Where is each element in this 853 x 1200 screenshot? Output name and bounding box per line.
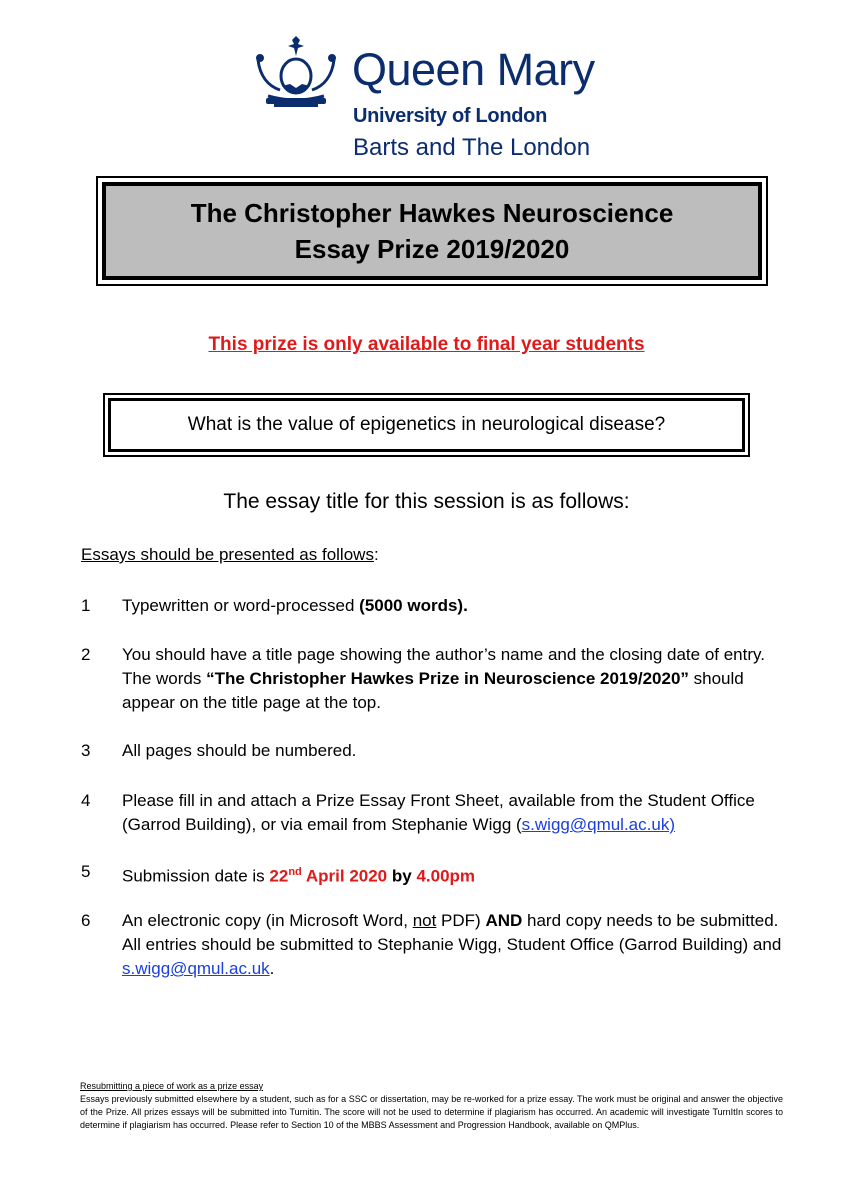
footnote-title: Resubmitting a piece of work as a prize essay bbox=[80, 1081, 264, 1091]
and-word: AND bbox=[485, 911, 523, 930]
item-text-part: PDF) bbox=[436, 911, 486, 930]
item-text bbox=[122, 643, 782, 715]
required-title-words: “The Christopher Hawkes Prize in Neuroscience 2019/2020” bbox=[206, 669, 689, 688]
faculty-name: Barts and The London bbox=[353, 134, 591, 161]
item-text-part: should appear on the title page at the top. bbox=[122, 669, 744, 712]
item-text bbox=[122, 594, 782, 618]
email-link[interactable]: s.wigg@qmul.ac.uk bbox=[122, 959, 270, 978]
item-text bbox=[122, 789, 782, 837]
item-text-part: Typewritten or word-processed bbox=[122, 596, 360, 615]
not-word: not bbox=[412, 911, 437, 930]
presentation-heading-text: Essays should be presented as follows bbox=[81, 545, 374, 564]
submission-day: 22 bbox=[269, 866, 289, 886]
item-text-part: . bbox=[269, 959, 275, 978]
submission-time: 4.00pm bbox=[416, 866, 476, 886]
title-box bbox=[96, 176, 768, 286]
item-text-part: You should have a title page showing the author’s name and the closing date of entry. The words bbox=[122, 645, 765, 688]
submission-day-suffix: nd bbox=[288, 866, 302, 878]
university-logo bbox=[252, 36, 612, 166]
item-number: 4 bbox=[81, 791, 91, 810]
email-link[interactable]: s.wigg@qmul.ac.uk) bbox=[521, 815, 675, 834]
title-line-2: Essay Prize 2019/2020 bbox=[294, 234, 570, 264]
item-text-part: hard copy needs to be submitted. All entries should be submitted to Stephanie Wigg, Student Office (Garrod Building) and bbox=[122, 911, 782, 954]
item-text-part: Please fill in and attach a Prize Essay Front Sheet, available from the Student Office (Garrod Building), or via email from Stephanie Wigg ( bbox=[122, 791, 755, 834]
title-box-inner bbox=[102, 182, 762, 280]
essay-question: What is the value of epigenetics in neurological disease? bbox=[108, 398, 745, 452]
title-line-1: The Christopher Hawkes Neuroscience bbox=[190, 198, 674, 228]
submission-date: April 2020 bbox=[301, 866, 388, 886]
brand-name: Queen Mary bbox=[352, 44, 595, 95]
item-text-part: Submission date is bbox=[122, 866, 270, 886]
word-count: (5000 words). bbox=[359, 596, 468, 615]
item-number: 2 bbox=[81, 645, 91, 664]
presentation-heading bbox=[81, 545, 379, 565]
footnote-body: Essays previously submitted elsewhere by a student, such as for a SSC or dissertation, may be re-worked for a prize essay. The work must be original and answer the objective of the Prize. All prizes essays will be submitted into Turnitin. The score will not be used to determine if plagiarism has occurred. An academic will investigate TurnItIn scores to determine if plagiarism has occurred. Please refer to Section 10 of the MBBS Assessment and Progression Handbook, available on QMPlus. bbox=[80, 1094, 783, 1130]
item-number: 3 bbox=[81, 741, 91, 760]
eligibility-notice: This prize is only available to final year students bbox=[208, 334, 645, 355]
question-box bbox=[103, 393, 750, 457]
item-text bbox=[122, 909, 782, 981]
item-text bbox=[122, 860, 782, 889]
item-number: 1 bbox=[81, 596, 91, 615]
essay-title-intro: The essay title for this session is as follows: bbox=[223, 490, 630, 513]
crown-crest-icon bbox=[252, 36, 340, 108]
footnote bbox=[80, 1080, 783, 1132]
by-word: by bbox=[387, 866, 417, 886]
item-text: All pages should be numbered. bbox=[122, 741, 357, 760]
item-text-part: An electronic copy (in Microsoft Word, bbox=[122, 911, 413, 930]
item-number: 6 bbox=[81, 911, 91, 930]
item-number: 5 bbox=[81, 862, 91, 881]
presentation-heading-colon: : bbox=[373, 545, 379, 564]
university-name: University of London bbox=[353, 105, 548, 127]
